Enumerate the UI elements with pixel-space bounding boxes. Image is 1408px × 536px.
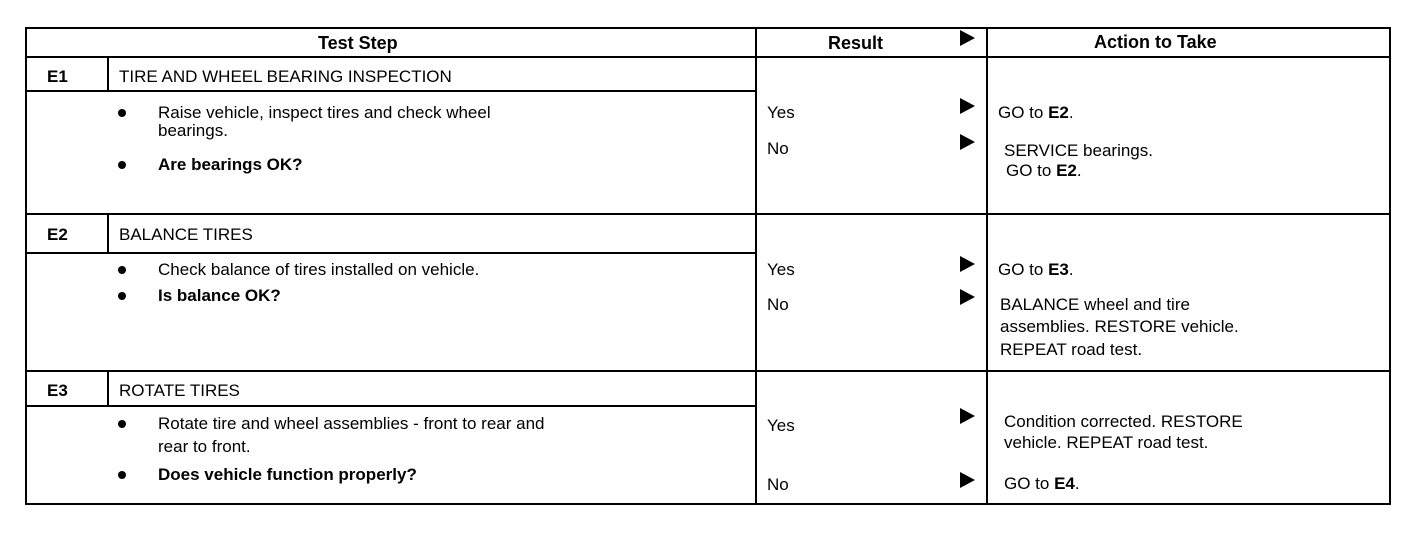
result-arrow-icon	[960, 408, 975, 424]
e1-title-underline	[25, 90, 755, 92]
step-title-e1: TIRE AND WHEEL BEARING INSPECTION	[119, 67, 452, 86]
e1-result-yes: Yes	[767, 103, 795, 122]
result-arrow-icon	[960, 472, 975, 488]
e2-id-divider	[107, 215, 109, 253]
bullet-icon	[118, 420, 126, 428]
e3-action-no: GO to E4.	[1004, 474, 1080, 493]
e2-action-no-line1: BALANCE wheel and tire	[1000, 295, 1190, 314]
e1-id-divider	[107, 58, 109, 91]
bullet-icon	[118, 266, 126, 274]
action-column-left-border	[986, 27, 988, 505]
e3-action-yes-line2: vehicle. REPEAT road test.	[1004, 433, 1209, 452]
e3-bullet1-line1: Rotate tire and wheel assemblies - front to rear and	[158, 414, 545, 433]
e3-result-no: No	[767, 475, 789, 494]
header-divider	[25, 56, 1391, 58]
e2-bullet2: Is balance OK?	[158, 286, 281, 305]
e1-bullet1-line2: bearings.	[158, 121, 228, 140]
e1-action-yes: GO to E2.	[998, 103, 1074, 122]
e1-bullet1-line1: Raise vehicle, inspect tires and check wheel	[158, 103, 491, 122]
e2-bullet1: Check balance of tires installed on vehicle.	[158, 260, 480, 279]
e3-action-yes-line1: Condition corrected. RESTORE	[1004, 412, 1243, 431]
step-title-e2: BALANCE TIRES	[119, 225, 253, 244]
e2-action-no-line2: assemblies. RESTORE vehicle.	[1000, 317, 1239, 336]
e3-id-divider	[107, 372, 109, 406]
e2-bottom-divider	[25, 370, 1391, 372]
step-id-e3: E3	[47, 381, 68, 400]
e2-result-no: No	[767, 295, 789, 314]
result-arrow-icon	[960, 256, 975, 272]
e1-bottom-divider	[25, 213, 1391, 215]
result-arrow-icon	[960, 289, 975, 305]
e1-action-no-line1: SERVICE bearings.	[1004, 141, 1153, 160]
bullet-icon	[118, 109, 126, 117]
header-arrow-icon	[960, 30, 975, 46]
e2-result-yes: Yes	[767, 260, 795, 279]
bullet-icon	[118, 161, 126, 169]
e1-bullet2: Are bearings OK?	[158, 155, 303, 174]
e3-title-underline	[25, 405, 755, 407]
e3-result-yes: Yes	[767, 416, 795, 435]
e1-action-no-line2: GO to E2.	[1006, 161, 1082, 180]
step-id-e2: E2	[47, 225, 68, 244]
result-column-left-border	[755, 27, 757, 505]
result-arrow-icon	[960, 134, 975, 150]
header-result: Result	[828, 33, 884, 53]
header-test-step: Test Step	[318, 33, 398, 53]
e3-bullet1-line2: rear to front.	[158, 437, 251, 456]
e2-title-underline	[25, 252, 755, 254]
step-title-e3: ROTATE TIRES	[119, 381, 240, 400]
e2-action-yes: GO to E3.	[998, 260, 1074, 279]
e2-action-no-line3: REPEAT road test.	[1000, 340, 1143, 359]
e1-result-no: No	[767, 139, 789, 158]
result-arrow-icon	[960, 98, 975, 114]
bullet-icon	[118, 292, 126, 300]
e3-bullet2: Does vehicle function properly?	[158, 465, 417, 484]
header-action: Action to Take	[1094, 32, 1217, 52]
step-id-e1: E1	[47, 67, 68, 86]
bullet-icon	[118, 471, 126, 479]
